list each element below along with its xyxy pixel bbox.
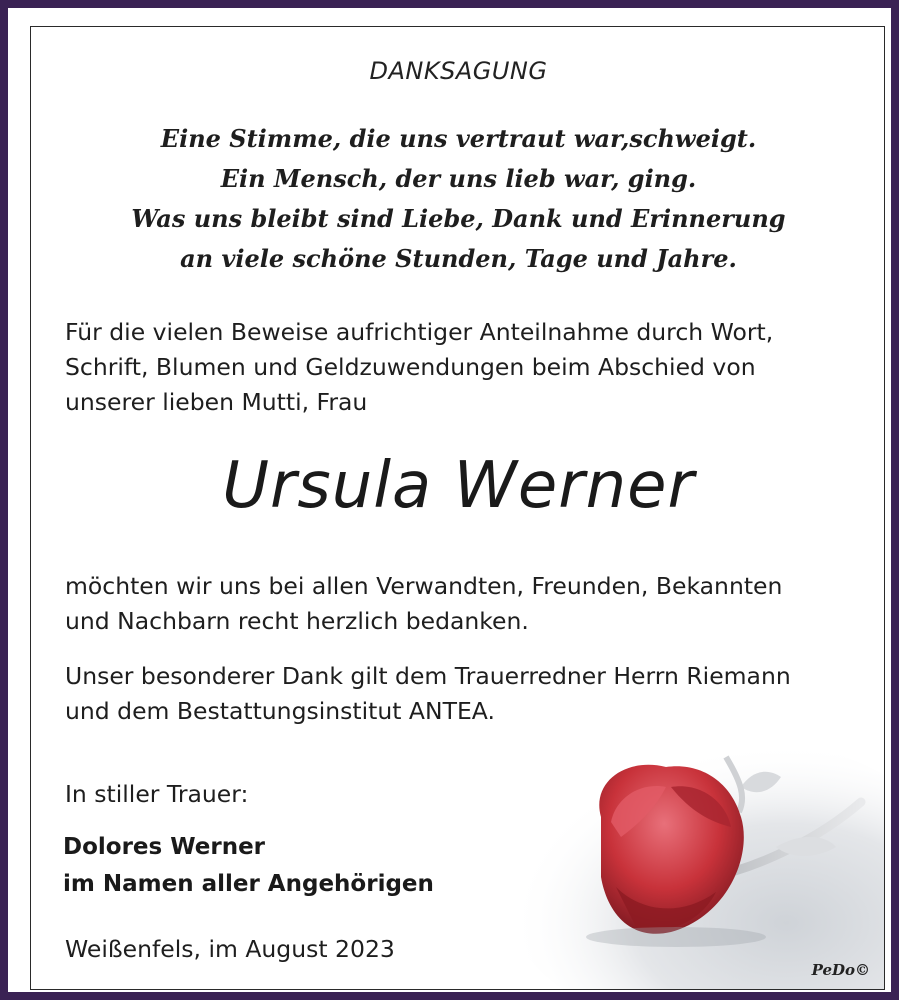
signers-block (63, 829, 434, 903)
intro-line: unserer lieben Mutti, Frau (65, 388, 368, 416)
signer-line: Dolores Werner (63, 834, 266, 860)
mourning-label: In stiller Trauer: (65, 780, 249, 808)
notice-inner-frame (30, 26, 885, 990)
verse-line: Ein Mensch, der uns lieb war, ging. (220, 164, 697, 193)
intro-line: Schrift, Blumen und Geldzuwendungen beim Abschied von (65, 353, 756, 381)
deceased-name: Ursula Werner (222, 449, 695, 523)
place-date: Weißenfels, im August 2023 (65, 935, 395, 963)
designer-credit: PeDo© (811, 961, 870, 979)
intro-line: Für die vielen Beweise aufrichtiger Anteilnahme durch Wort, (65, 318, 774, 346)
notice-heading: DANKSAGUNG (369, 57, 548, 85)
thanks-line: möchten wir uns bei allen Verwandten, Freunden, Bekannten (65, 572, 783, 600)
verse-line: Was uns bleibt sind Liebe, Dank und Erinnerung (131, 204, 786, 233)
intro-paragraph (65, 315, 773, 420)
special-thanks-paragraph (65, 659, 791, 729)
special-thanks-line: Unser besonderer Dank gilt dem Trauerredner Herrn Riemann (65, 662, 791, 690)
verse-line: Eine Stimme, die uns vertraut war,schweigt. (160, 124, 757, 153)
verse-line: an viele schöne Stunden, Tage und Jahre. (180, 244, 737, 273)
thanks-paragraph (65, 569, 782, 639)
signer-line: im Namen aller Angehörigen (63, 871, 434, 897)
thanks-line: und Nachbarn recht herzlich bedanken. (65, 607, 529, 635)
special-thanks-line: und dem Bestattungsinstitut ANTEA. (65, 697, 495, 725)
memorial-verse (31, 119, 885, 279)
rose-image (441, 727, 885, 990)
